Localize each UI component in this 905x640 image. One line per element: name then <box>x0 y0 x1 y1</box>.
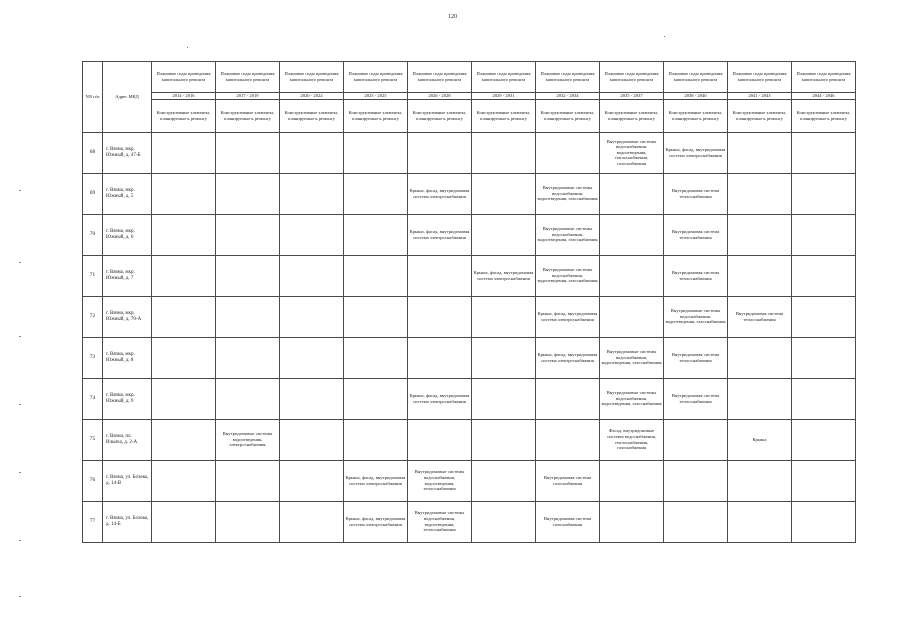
elements-header: Конструктивные элементы, планируемые к ремонту <box>408 99 472 132</box>
planned-elements-cell: Крыша, фасад, внутридомовая система электроснабжения <box>344 501 408 542</box>
building-address: г. Вязма, мкр. Южный, д. 7 <box>103 255 152 296</box>
planned-elements-cell <box>280 132 344 173</box>
planned-elements-cell <box>728 214 792 255</box>
period-header: Плановые годы проведения капитального ремонта <box>600 62 664 93</box>
planned-elements-cell <box>344 132 408 173</box>
elements-header: Конструктивные элементы, планируемые к ремонту <box>664 99 728 132</box>
planned-elements-cell <box>152 132 216 173</box>
margin-mark <box>19 540 21 541</box>
planned-elements-cell: Крыша, фасад, внутридомовая система электроснабжения <box>536 337 600 378</box>
table-row <box>83 419 856 460</box>
row-number: 73 <box>83 337 103 378</box>
planned-elements-cell: Внутридомовая система газоснабжения <box>536 460 600 501</box>
planned-elements-cell <box>472 296 536 337</box>
scan-speck <box>187 47 188 48</box>
elements-header-row <box>83 99 856 132</box>
planned-elements-cell <box>472 460 536 501</box>
year-range-header: 2032 - 2034 <box>536 93 600 100</box>
planned-elements-cell <box>152 296 216 337</box>
planned-elements-cell: Внутридомовые системы водоснабжения, водоотведения, теплоснабжения <box>408 501 472 542</box>
building-address: г. Вязма, мкр. Южный, д. 9 <box>103 378 152 419</box>
planned-elements-cell <box>472 419 536 460</box>
planned-elements-cell <box>216 173 280 214</box>
margin-mark <box>19 404 21 405</box>
planned-elements-cell <box>600 173 664 214</box>
planned-elements-cell <box>152 255 216 296</box>
margin-mark <box>19 336 21 337</box>
planned-elements-cell <box>600 296 664 337</box>
planned-elements-cell <box>152 337 216 378</box>
table-row <box>83 214 856 255</box>
table-row <box>83 296 856 337</box>
building-address: г. Вязма, пл. Ильича, д. 2-А <box>103 419 152 460</box>
table-row <box>83 378 856 419</box>
planned-elements-cell <box>664 419 728 460</box>
years-header-row <box>83 93 856 100</box>
planned-elements-cell: Внутридомовые системы водоснабжения, водоотведения, газоснабжения <box>536 214 600 255</box>
planned-elements-cell <box>664 460 728 501</box>
period-header: Плановые годы проведения капитального ремонта <box>280 62 344 93</box>
table-row <box>83 460 856 501</box>
building-address: г. Вязма, ул. Бозова, д. 14-В <box>103 460 152 501</box>
planned-elements-cell <box>792 296 856 337</box>
planned-elements-cell: Внутридомовая система теплоснабжения <box>728 296 792 337</box>
planned-elements-cell <box>216 337 280 378</box>
planned-elements-cell <box>280 214 344 255</box>
table-row <box>83 173 856 214</box>
planned-elements-cell <box>728 501 792 542</box>
building-address: г. Вязма, ул. Бозова, д. 14-Б <box>103 501 152 542</box>
row-number: 77 <box>83 501 103 542</box>
margin-mark <box>19 190 21 191</box>
planned-elements-cell <box>152 214 216 255</box>
repair-plan-table <box>82 61 856 543</box>
table-row <box>83 255 856 296</box>
year-range-header: 2026 - 2028 <box>408 93 472 100</box>
period-header: Плановые годы проведения капитального ремонта <box>152 62 216 93</box>
planned-elements-cell <box>280 296 344 337</box>
elements-header: Конструктивные элементы, планируемые к ремонту <box>344 99 408 132</box>
planned-elements-cell <box>664 501 728 542</box>
elements-header: Конструктивные элементы, планируемые к ремонту <box>280 99 344 132</box>
planned-elements-cell: Крыша, фасад, внутридомовая система электроснабжения <box>664 132 728 173</box>
planned-elements-cell <box>280 419 344 460</box>
planned-elements-cell <box>728 337 792 378</box>
planned-elements-cell: Внутридомовая система теплоснабжения <box>664 378 728 419</box>
elements-header: Конструктивные элементы, планируемые к ремонту <box>792 99 856 132</box>
period-header: Плановые годы проведения капитального ремонта <box>728 62 792 93</box>
planned-elements-cell <box>152 501 216 542</box>
planned-elements-cell <box>216 296 280 337</box>
year-range-header: 2038 - 2040 <box>664 93 728 100</box>
period-header: Плановые годы проведения капитального ремонта <box>408 62 472 93</box>
year-range-header: 2035 - 2037 <box>600 93 664 100</box>
planned-elements-cell <box>472 214 536 255</box>
planned-elements-cell: Крыша <box>728 419 792 460</box>
planned-elements-cell <box>216 378 280 419</box>
planned-elements-cell <box>536 419 600 460</box>
planned-elements-cell: Крыша, фасад, внутридомовая система электроснабжения <box>408 378 472 419</box>
elements-header: Конструктивные элементы, планируемые к ремонту <box>600 99 664 132</box>
num-column-header: NN п/п <box>83 62 103 133</box>
period-header: Плановые годы проведения капитального ремонта <box>472 62 536 93</box>
page-number: 120 <box>448 14 457 20</box>
year-range-header: 2044 - 2046 <box>792 93 856 100</box>
planned-elements-cell <box>536 378 600 419</box>
planned-elements-cell <box>344 419 408 460</box>
planned-elements-cell: Внутридомовые системы водоснабжения, водоотведения, газоснабжения <box>536 255 600 296</box>
planned-elements-cell <box>152 173 216 214</box>
elements-header: Конструктивные элементы, планируемые к ремонту <box>152 99 216 132</box>
planned-elements-cell <box>280 378 344 419</box>
period-header-row <box>83 62 856 93</box>
planned-elements-cell <box>600 460 664 501</box>
planned-elements-cell: Крыша, фасад, внутридомовая система электроснабжения <box>344 460 408 501</box>
planned-elements-cell <box>792 132 856 173</box>
row-number: 76 <box>83 460 103 501</box>
planned-elements-cell: Внутридомовые системы водоснабжения, водоотведения, газоснабжения <box>600 337 664 378</box>
planned-elements-cell: Фасад, внутридомовые системы водоснабжения, теплоснабжения, газоснабжения <box>600 419 664 460</box>
planned-elements-cell <box>280 501 344 542</box>
planned-elements-cell <box>792 501 856 542</box>
planned-elements-cell <box>792 378 856 419</box>
year-range-header: 2020 - 2022 <box>280 93 344 100</box>
planned-elements-cell <box>344 173 408 214</box>
planned-elements-cell <box>408 296 472 337</box>
row-number: 71 <box>83 255 103 296</box>
planned-elements-cell <box>280 337 344 378</box>
planned-elements-cell <box>408 132 472 173</box>
building-address: г. Вязма, мкр. Южный, д. 47-Б <box>103 132 152 173</box>
planned-elements-cell: Крыша, фасад, внутридомовая система электроснабжения <box>408 173 472 214</box>
planned-elements-cell <box>280 173 344 214</box>
row-number: 68 <box>83 132 103 173</box>
building-address: г. Вязма, мкр. Южный, д. 5 <box>103 173 152 214</box>
scan-speck <box>664 36 665 37</box>
building-address: г. Вязма, мкр. Южный, д. 8 <box>103 337 152 378</box>
margin-mark <box>19 472 21 473</box>
planned-elements-cell <box>728 255 792 296</box>
planned-elements-cell: Внутридомовые системы водоснабжения, водоотведения, газоснабжения <box>536 173 600 214</box>
planned-elements-cell <box>600 501 664 542</box>
year-range-header: 2029 - 2031 <box>472 93 536 100</box>
elements-header: Конструктивные элементы, планируемые к ремонту <box>472 99 536 132</box>
planned-elements-cell <box>280 255 344 296</box>
planned-elements-cell <box>216 501 280 542</box>
period-header: Плановые годы проведения капитального ремонта <box>536 62 600 93</box>
planned-elements-cell <box>792 337 856 378</box>
planned-elements-cell: Внутридомовая система теплоснабжения <box>664 173 728 214</box>
margin-mark <box>19 262 21 263</box>
period-header: Плановые годы проведения капитального ремонта <box>792 62 856 93</box>
planned-elements-cell <box>216 255 280 296</box>
planned-elements-cell <box>728 460 792 501</box>
planned-elements-cell: Внутридомовые системы водоснабжения, водоотведения, газоснабжения <box>664 296 728 337</box>
planned-elements-cell <box>152 378 216 419</box>
planned-elements-cell: Внутридомовая система теплоснабжения <box>664 255 728 296</box>
planned-elements-cell: Внутридомовые системы водоснабжения, водоотведения, газоснабжения <box>600 378 664 419</box>
planned-elements-cell: Внутридомовая система газоснабжения <box>536 501 600 542</box>
planned-elements-cell <box>472 337 536 378</box>
table-row <box>83 501 856 542</box>
planned-elements-cell <box>472 501 536 542</box>
planned-elements-cell <box>600 214 664 255</box>
table-row <box>83 337 856 378</box>
planned-elements-cell: Внутридомовые системы водоотведения, электроснабжения <box>216 419 280 460</box>
planned-elements-cell <box>792 173 856 214</box>
building-address: г. Вязма, мкр. Южный, д. 6 <box>103 214 152 255</box>
planned-elements-cell <box>344 296 408 337</box>
elements-header: Конструктивные элементы, планируемые к ремонту <box>536 99 600 132</box>
elements-header: Конструктивные элементы, планируемые к ремонту <box>728 99 792 132</box>
planned-elements-cell <box>472 173 536 214</box>
row-number: 75 <box>83 419 103 460</box>
planned-elements-cell: Внутридомовые системы водоснабжения, водоотведения, теплоснабжения <box>408 460 472 501</box>
row-number: 74 <box>83 378 103 419</box>
planned-elements-cell <box>216 214 280 255</box>
planned-elements-cell <box>472 378 536 419</box>
planned-elements-cell <box>792 460 856 501</box>
margin-mark <box>19 596 21 597</box>
planned-elements-cell <box>344 337 408 378</box>
planned-elements-cell <box>344 378 408 419</box>
planned-elements-cell <box>408 419 472 460</box>
row-number: 72 <box>83 296 103 337</box>
period-header: Плановые годы проведения капитального ремонта <box>216 62 280 93</box>
address-column-header: Адрес МКД <box>103 62 152 133</box>
table-header <box>83 62 856 133</box>
planned-elements-cell <box>408 337 472 378</box>
planned-elements-cell: Внутридомовые системы водоснабжения, водоотведения, теплоснабжения, газоснабжения <box>600 132 664 173</box>
planned-elements-cell <box>408 255 472 296</box>
planned-elements-cell <box>728 173 792 214</box>
planned-elements-cell: Крыша, фасад, внутридомовая система электроснабжения <box>408 214 472 255</box>
planned-elements-cell <box>216 460 280 501</box>
planned-elements-cell <box>344 255 408 296</box>
year-range-header: 2023 - 2025 <box>344 93 408 100</box>
building-address: г. Вязма, мкр. Южный, д. 70-А <box>103 296 152 337</box>
planned-elements-cell <box>792 419 856 460</box>
period-header: Плановые годы проведения капитального ремонта <box>664 62 728 93</box>
planned-elements-cell <box>344 214 408 255</box>
planned-elements-cell <box>472 132 536 173</box>
planned-elements-cell <box>152 460 216 501</box>
year-range-header: 2014 - 2016 <box>152 93 216 100</box>
planned-elements-cell <box>152 419 216 460</box>
planned-elements-cell <box>600 255 664 296</box>
year-range-header: 2041 - 2043 <box>728 93 792 100</box>
elements-header: Конструктивные элементы, планируемые к ремонту <box>216 99 280 132</box>
row-number: 69 <box>83 173 103 214</box>
row-number: 70 <box>83 214 103 255</box>
planned-elements-cell: Крыша, фасад, внутридомовая система электроснабжения <box>472 255 536 296</box>
planned-elements-cell <box>728 132 792 173</box>
planned-elements-cell <box>728 378 792 419</box>
planned-elements-cell <box>216 132 280 173</box>
planned-elements-cell <box>280 460 344 501</box>
planned-elements-cell: Внутридомовая система теплоснабжения <box>664 214 728 255</box>
planned-elements-cell: Внутридомовая система теплоснабжения <box>664 337 728 378</box>
planned-elements-cell <box>792 255 856 296</box>
year-range-header: 2017 - 2019 <box>216 93 280 100</box>
planned-elements-cell: Крыша, фасад, внутридомовая система электроснабжения <box>536 296 600 337</box>
planned-elements-cell <box>536 132 600 173</box>
period-header: Плановые годы проведения капитального ремонта <box>344 62 408 93</box>
planned-elements-cell <box>792 214 856 255</box>
table-row <box>83 132 856 173</box>
table-body <box>83 132 856 542</box>
